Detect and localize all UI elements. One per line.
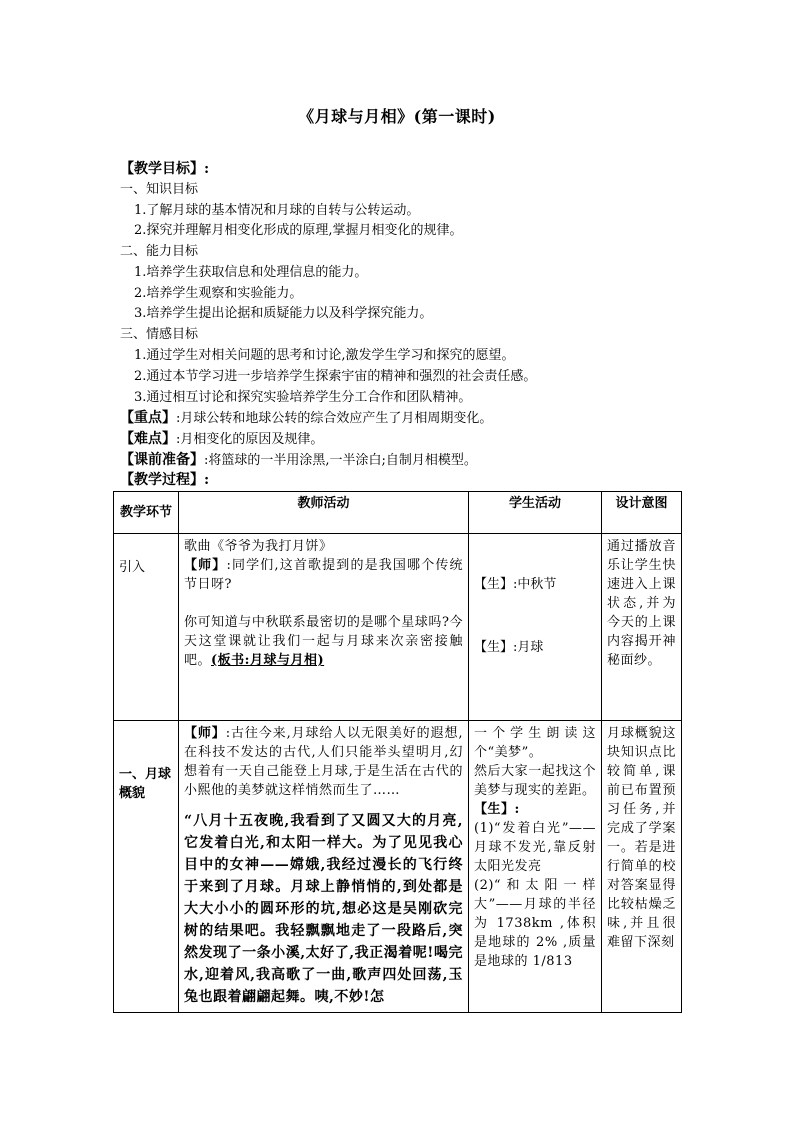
table-row xyxy=(114,721,682,1013)
student-text: (2)“和太阳一样大”——月球的半径为 1738km ,体积是地球的 2% ,质量是地球的 1/813 xyxy=(474,878,596,969)
preparation-label: 【课前准备】 xyxy=(120,452,204,468)
student-label: 【生】: xyxy=(474,802,520,817)
table-row xyxy=(114,534,682,721)
teaching-process-table xyxy=(113,491,682,1013)
student-text: (1)“发着白光”——月球不发光,靠反射太阳光发亮 xyxy=(474,821,596,874)
teacher-cell xyxy=(179,534,469,721)
objective-section-label: 三、情感目标 xyxy=(120,327,199,342)
student-text: 一个学生朗读这个“美梦”。 xyxy=(474,726,596,760)
difficulty-text: :月相变化的原因及规律。 xyxy=(176,432,324,447)
page-title: 《月球与月相》(第一课时) xyxy=(298,107,496,126)
header-teacher: 教师活动 xyxy=(179,492,469,534)
intent-cell: 通过播放音乐让学生快速进入上课状态,并为今天的上课内容揭开神秘面纱。 xyxy=(602,534,682,721)
header-student: 学生活动 xyxy=(469,492,602,534)
objective-item: 1.通过学生对相关问题的思考和讨论,激发学生学习和探究的愿望。 xyxy=(134,348,515,363)
student-cell xyxy=(469,534,602,721)
intent-cell: 月球概貌这块知识点比较简单,课前已布置预习任务,并完成了学案一。若是进行简单的校对答案显得比较枯燥乏味,并且很难留下深刻 xyxy=(602,721,682,1013)
objective-section-label: 二、能力目标 xyxy=(120,244,199,259)
student-text: 然后大家一起找这个美梦与现实的差距。 xyxy=(474,764,596,798)
teacher-question xyxy=(184,556,463,594)
difficulty xyxy=(120,430,323,449)
teacher-intro xyxy=(184,724,463,800)
header-intent: 设计意图 xyxy=(602,492,682,534)
student-cell xyxy=(469,721,602,1013)
process-heading: 【教学过程】: xyxy=(120,472,210,488)
student-answer: 【生】:月球 xyxy=(474,640,544,655)
teacher-intro-text: :古往今来,月球给人以无限美好的遐想,在科技不发达的古代,人们只能举头望明月,幻想着有一天自己能登上月球,于是生活在古代的小熙他的美梦就这样悄然而生了…… xyxy=(184,726,463,798)
teacher-question-text: :同学们,这首歌提到的是我国哪个传统节日呀? xyxy=(184,558,463,592)
teacher-label: 【师】 xyxy=(184,558,227,573)
objective-item: 2.探究并理解月相变化形成的原理,掌握月相变化的规律。 xyxy=(134,223,463,238)
objective-item: 2.通过本节学习进一步培养学生探索宇宙的精神和强烈的社会责任感。 xyxy=(134,369,537,384)
student-answer: 【生】:中秋节 xyxy=(474,577,557,592)
teacher-label: 【师】 xyxy=(184,726,226,741)
header-stage: 教学环节 xyxy=(114,492,179,534)
stage-cell: 引入 xyxy=(114,534,179,721)
key-point-label: 【重点】 xyxy=(120,410,176,426)
objective-item: 1.了解月球的基本情况和月球的自转与公转运动。 xyxy=(134,203,420,218)
objective-section-label: 一、知识目标 xyxy=(120,182,199,197)
song-line: 歌曲《爷爷为我打月饼》 xyxy=(184,539,333,554)
objective-item: 3.培养学生提出论据和质疑能力以及科学探究能力。 xyxy=(134,306,433,321)
dream-story: “八月十五夜晚,我看到了又圆又大的月亮,它发着白光,和太阳一样大。为了见见我心目中的女神——嫦娥,我经过漫长的飞行终于来到了月球。月球上静悄悄的,到处都是大大小小的圆环形的坑,想必这是吴刚砍完树的结果吧。我轻飘飘地走了一段路后,突然发现了一条小溪,太好了,我正渴着呢!喝完水,迎着风,我高歌了一曲,歌声四处回荡,玉兔也跟着翩翩起舞。咦,不妙!怎 xyxy=(184,813,463,1005)
objective-item: 3.通过相互讨论和探究实验培养学生分工合作和团队精神。 xyxy=(134,390,472,405)
preparation xyxy=(120,451,477,470)
key-point-text: :月球公转和地球公转的综合效应产生了月相周期变化。 xyxy=(176,411,493,426)
teacher-question-2: 你可知道与中秋联系最密切的是哪个星球吗?今天这堂课就让我们一起与月球来次亲密接触吧。(板书:月球与月相) xyxy=(184,615,463,668)
table-header-row xyxy=(114,492,682,534)
objective-item: 1.培养学生获取信息和处理信息的能力。 xyxy=(134,265,368,280)
preparation-text: :将篮球的一半用涂黑,一半涂白;自制月相模型。 xyxy=(204,453,477,468)
stage-cell: 一、月球概貌 xyxy=(114,721,179,1013)
board-note: (板书:月球与月相) xyxy=(211,653,325,668)
objective-item: 2.培养学生观察和实验能力。 xyxy=(134,286,303,301)
key-point xyxy=(120,409,492,428)
objectives-heading: 【教学目标】: xyxy=(120,161,210,177)
difficulty-label: 【难点】 xyxy=(120,431,176,447)
teacher-cell xyxy=(179,721,469,1013)
